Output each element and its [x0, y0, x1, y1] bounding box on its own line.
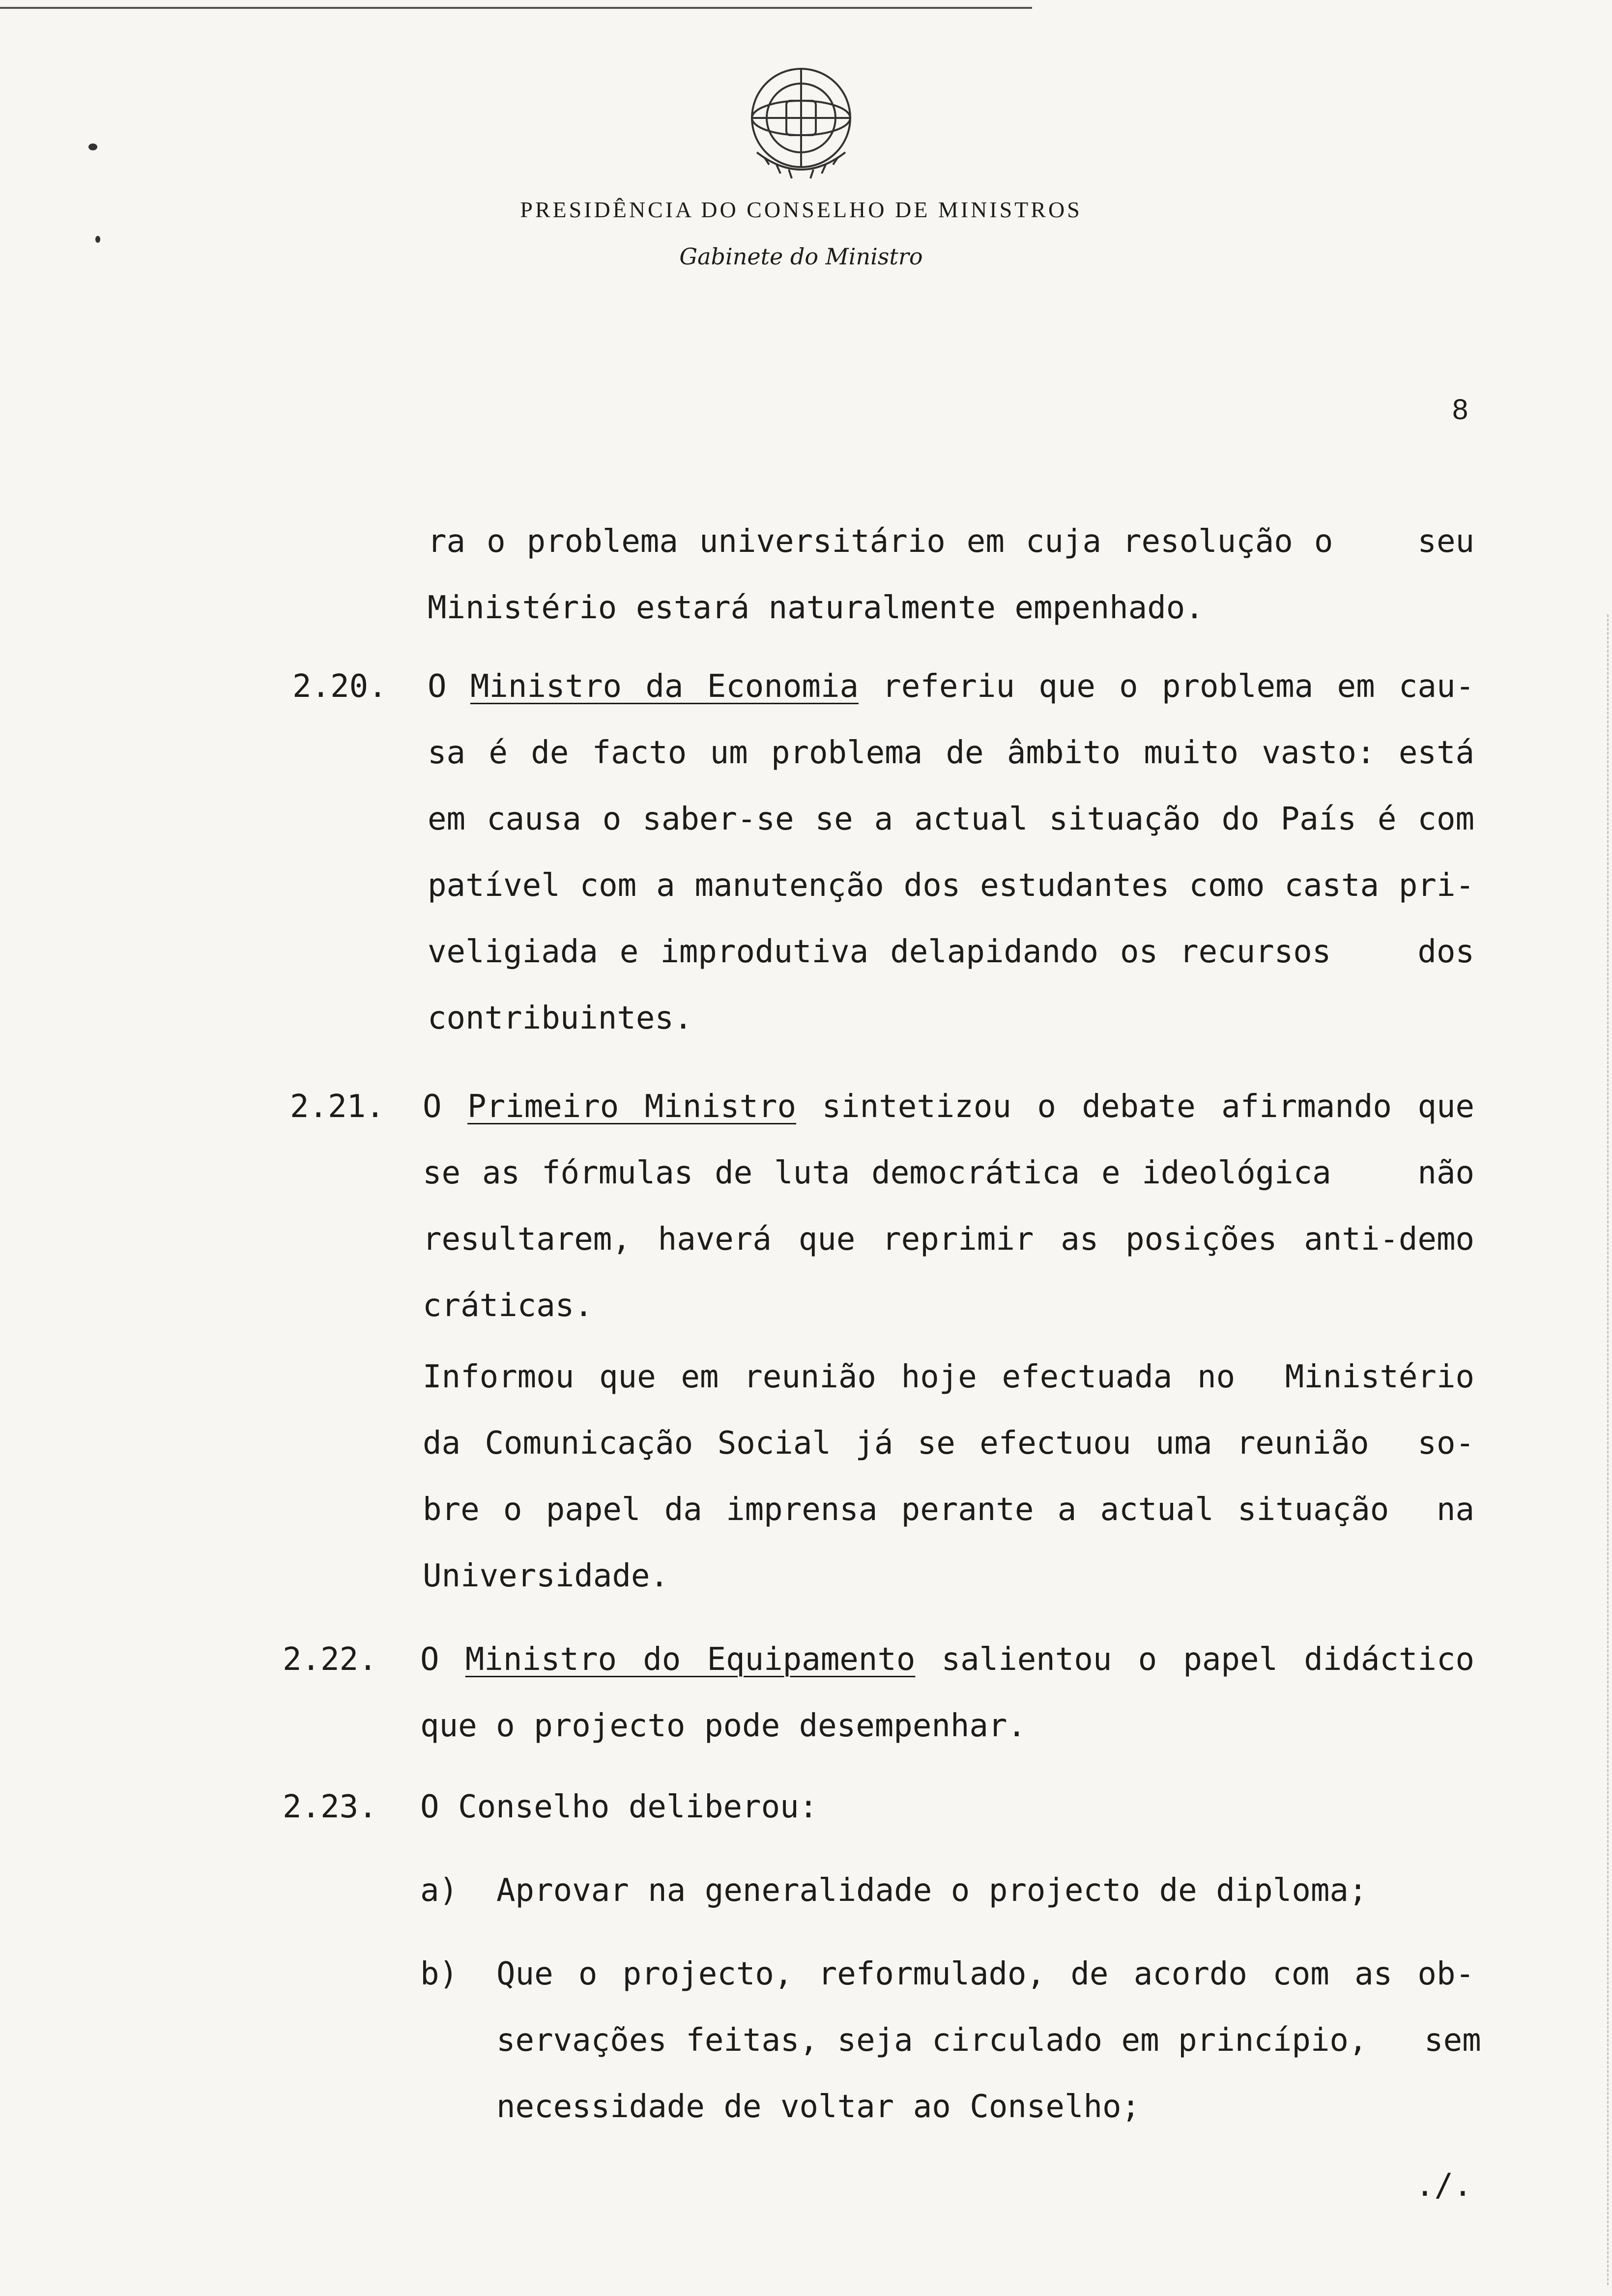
- text-span: resultarem, haverá que reprimir as posições anti-demo: [423, 1221, 1474, 1258]
- text-span: referiu que o problema em cau-: [858, 668, 1475, 705]
- text-line: [423, 1425, 1474, 1462]
- text-line: [428, 867, 1474, 904]
- text-span: cráticas.: [423, 1288, 593, 1324]
- paragraph-number: b): [420, 1956, 459, 1992]
- minister-name: Ministro da Economia: [470, 668, 859, 705]
- text-line: [428, 801, 1474, 837]
- text-line: [420, 1641, 1474, 1678]
- organization-heading: PRESIDÊNCIA DO CONSELHO DE MINISTROS: [520, 197, 1082, 222]
- text-span: contribuintes.: [428, 1000, 693, 1036]
- text-line: [428, 590, 1204, 626]
- text-line: [423, 1492, 1474, 1528]
- coat-of-arms-icon: [737, 59, 865, 192]
- text-line: [496, 2089, 1140, 2125]
- text-span: Informou que em reunião hoje efectuada no Ministério: [423, 1359, 1474, 1395]
- text-line: [423, 1221, 1474, 1258]
- text-line: [496, 2022, 1481, 2059]
- text-line: [423, 1288, 593, 1324]
- minister-name: Primeiro Ministro: [467, 1089, 797, 1125]
- text-span: Ministério estará naturalmente empenhado.: [428, 590, 1204, 626]
- text-span: da Comunicação Social já se efectuou uma reunião so-: [423, 1425, 1474, 1462]
- continuation-mark: ./.: [1415, 2167, 1472, 2204]
- text-line: [428, 523, 1474, 560]
- text-line: [428, 1000, 692, 1036]
- text-span: O: [420, 1641, 465, 1678]
- text-span: sintetizou o debate afirmando que: [796, 1089, 1475, 1125]
- text-span: O Conselho deliberou:: [420, 1789, 818, 1825]
- text-span: em causa o saber-se se a actual situação do País é com: [428, 801, 1474, 837]
- page-edge-shadow: [1607, 614, 1611, 2285]
- paragraph-number: 2.22.: [283, 1641, 377, 1678]
- text-span: se as fórmulas de luta democrática e ideológica não: [423, 1155, 1474, 1191]
- text-span: bre o papel da imprensa perante a actual situação na: [423, 1492, 1474, 1528]
- paragraph-number: 2.20.: [292, 668, 387, 705]
- text-span: sa é de facto um problema de âmbito muito vasto: está: [428, 735, 1474, 771]
- text-line: [496, 1956, 1474, 1992]
- text-line: [423, 1359, 1474, 1395]
- text-line: [423, 1089, 1474, 1125]
- text-span: ra o problema universitário em cuja resolução o seu: [428, 523, 1474, 560]
- text-line: [428, 934, 1474, 970]
- paragraph-number: 2.21.: [290, 1089, 385, 1125]
- text-line: [428, 668, 1474, 705]
- text-span: Aprovar na generalidade o projecto de diploma;: [496, 1872, 1368, 1909]
- text-span: servações feitas, seja circulado em princípio, sem: [496, 2022, 1481, 2059]
- margin-mark: [88, 144, 97, 150]
- margin-mark: [95, 236, 100, 243]
- office-subtitle: Gabinete do Ministro: [679, 243, 923, 270]
- text-span: Universidade.: [423, 1558, 669, 1594]
- top-border-line: [0, 7, 1032, 9]
- text-line: [423, 1155, 1474, 1191]
- text-line: [420, 1708, 1026, 1744]
- text-line: [420, 1789, 818, 1825]
- page-number: 8: [1452, 394, 1468, 426]
- paragraph-number: 2.23.: [283, 1789, 377, 1825]
- paragraph-number: a): [420, 1872, 459, 1909]
- text-span: O: [423, 1089, 468, 1125]
- text-span: Que o projecto, reformulado, de acordo com as ob-: [496, 1956, 1474, 1992]
- text-span: veligiada e improdutiva delapidando os recursos dos: [428, 934, 1474, 970]
- text-span: O: [428, 668, 470, 705]
- text-span: patível com a manutenção dos estudantes como casta pri-: [428, 867, 1474, 904]
- text-line: [428, 735, 1474, 771]
- text-line: [423, 1558, 669, 1594]
- minister-name: Ministro do Equipamento: [465, 1641, 916, 1678]
- text-span: necessidade de voltar ao Conselho;: [496, 2089, 1141, 2125]
- text-span: salientou o papel didáctico: [915, 1641, 1475, 1678]
- text-span: que o projecto pode desempenhar.: [420, 1708, 1026, 1744]
- text-line: [496, 1872, 1367, 1909]
